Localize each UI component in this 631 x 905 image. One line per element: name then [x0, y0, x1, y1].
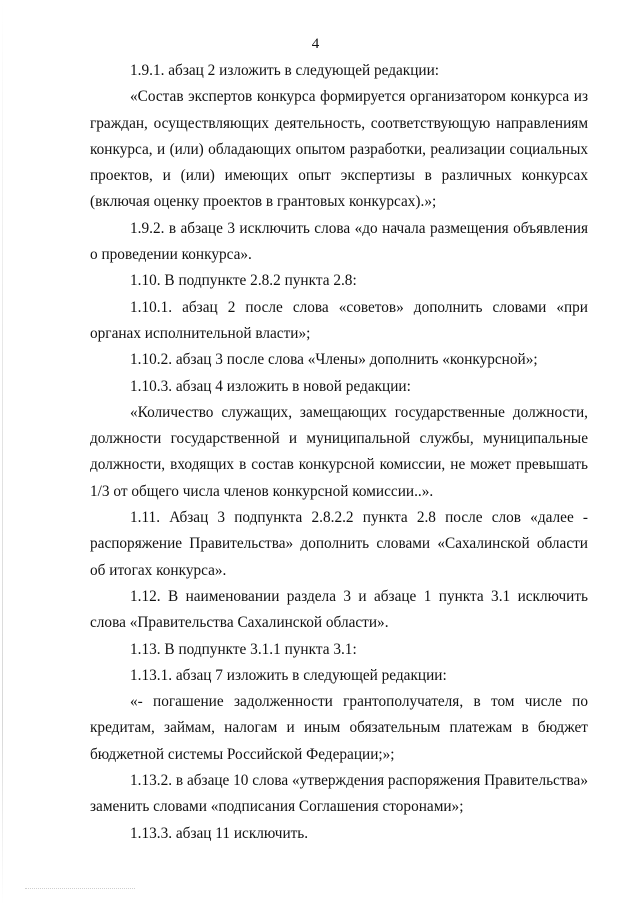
- paragraph-1-10-3: 1.10.3. абзац 4 изложить в новой редакции:: [130, 377, 411, 395]
- paragraph-1-9-2: 1.9.2. в абзаце 3 исключить слова «до начала размещения объявления о проведении конкурса».: [90, 219, 588, 264]
- paragraph-quote-experts: «Состав экспертов конкурса формируется организатором конкурса из граждан, осуществляющих деятельность, соответствующую направлениям конкурса, и (или) обладающих опытом разработки, реализации социальных проектов, и (или) имеющих опыт экспертизы в различных конкурсах (включая оценку проектов в грантовых конкурсах).»;: [90, 88, 588, 211]
- paragraph-quote-commission: «Количество служащих, замещающих государственные должности, должности государственной и муниципальной службы, муниципальные должности, входящих в состав конкурсной комиссии, не может превышать 1/3 от общего числа членов конкурсной комиссии..».: [90, 403, 588, 500]
- paragraph-1-13-2: 1.13.2. в абзаце 10 слова «утверждения распоряжения Правительства» заменить словами «подписания Соглашения сторонами»;: [90, 772, 588, 816]
- paragraph-1-10: 1.10. В подпункте 2.8.2 пункта 2.8:: [130, 272, 357, 290]
- paragraph-1-12: 1.12. В наименовании раздела 3 и абзаце 1 пункта 3.1 исключить слова «Правительства Сахалинской области».: [90, 587, 588, 632]
- paragraph-1-13-3: 1.13.3. абзац 11 исключить.: [130, 824, 309, 842]
- paragraph-1-11: 1.11. Абзац 3 подпункта 2.8.2.2 пункта 2.8 после слов «далее - распоряжение Правительства» дополнить словами «Сахалинской области об итогах конкурса».: [90, 509, 588, 579]
- scan-artifact-bottom: [25, 888, 135, 891]
- paragraph-quote-debt: «- погашение задолженности грантополучателя, в том числе по кредитам, займам, налогам и иным обязательным платежам в бюджет бюджетной системы Российской Федерации;»;: [90, 693, 588, 763]
- scan-edge-left: [2, 0, 3, 905]
- document-body: [90, 58, 588, 847]
- paragraph-1-10-2: 1.10.2. абзац 3 после слова «Члены» дополнить «конкурсной»;: [130, 351, 538, 369]
- page-number: 4: [311, 36, 320, 52]
- paragraph-1-10-1: 1.10.1. абзац 2 после слова «советов» дополнить словами «при органах исполнительной власти»;: [90, 298, 588, 342]
- paragraph-1-9-1: 1.9.1. абзац 2 изложить в следующей редакции:: [130, 62, 440, 79]
- paragraph-1-13-1: 1.13.1. абзац 7 изложить в следующей редакции:: [130, 666, 447, 684]
- paragraph-1-13: 1.13. В подпункте 3.1.1 пункта 3.1:: [130, 640, 357, 658]
